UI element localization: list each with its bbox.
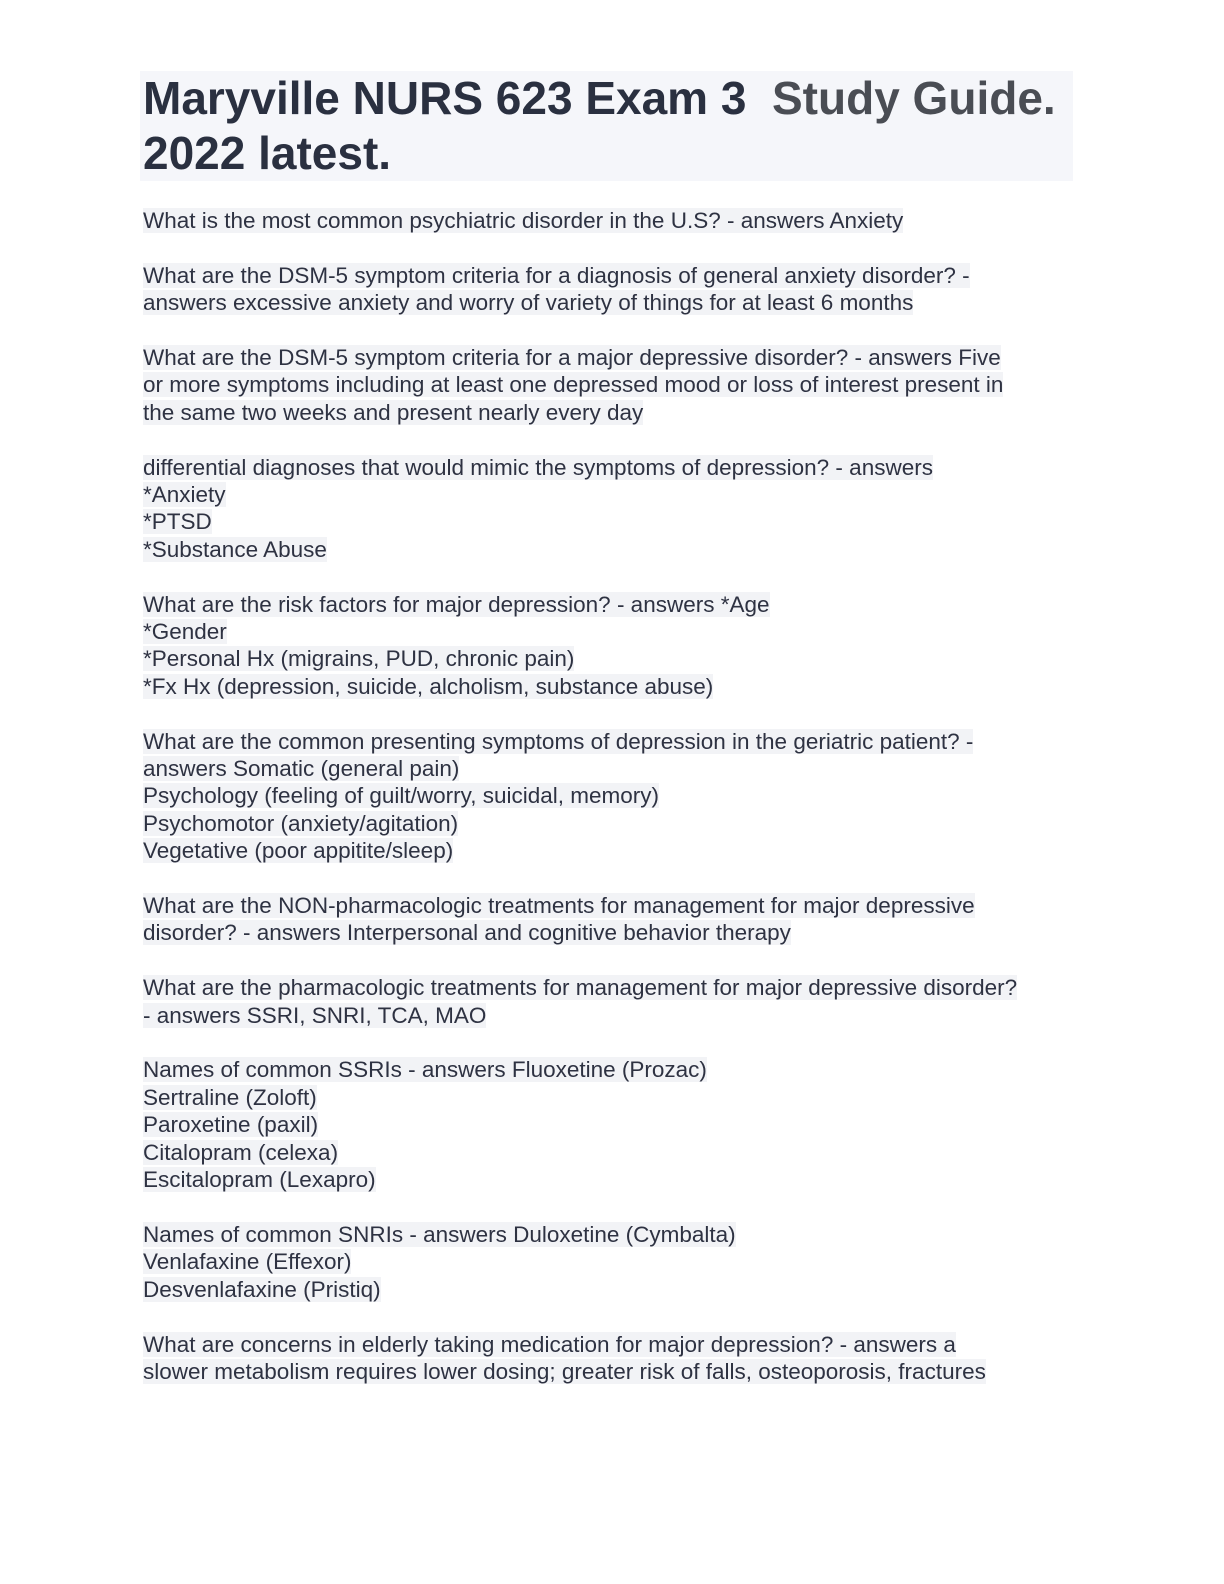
title-main: Maryville NURS 623 Exam 3 [143, 72, 747, 124]
qa-line: What are concerns in elderly taking medication for major depression? - answers a [143, 1331, 956, 1357]
qa-line: Vegetative (poor appitite/sleep) [143, 838, 454, 864]
qa-line: What are the DSM-5 symptom criteria for a major depressive disorder? - answers Five [143, 345, 1001, 370]
qa-line: *Gender [143, 619, 227, 645]
qa-line: differential diagnoses that would mimic the symptoms of depression? - answers [143, 454, 933, 480]
qa-entry [143, 207, 1073, 234]
document-title [140, 71, 1073, 181]
qa-line: Desvenlafaxine (Pristiq) [143, 1276, 381, 1302]
qa-line: or more symptoms including at least one depressed mood or loss of interest present in [143, 372, 1004, 398]
qa-line: *Fx Hx (depression, suicide, alcholism, substance abuse) [143, 673, 714, 699]
qa-entry [143, 454, 1073, 564]
qa-entry [143, 344, 1073, 426]
qa-line: What is the most common psychiatric disorder in the U.S? - answers Anxiety [143, 208, 904, 233]
qa-entry [143, 728, 1073, 865]
qa-line: Citalopram (celexa) [143, 1139, 339, 1165]
qa-line: *Substance Abuse [143, 536, 327, 562]
qa-entry [143, 591, 1073, 701]
qa-line: What are the NON-pharmacologic treatments for management for major depressive [143, 893, 975, 919]
qa-entry [143, 1331, 1073, 1386]
qa-line: - answers SSRI, SNRI, TCA, MAO [143, 1002, 487, 1028]
qa-line: Psychology (feeling of guilt/worry, suicidal, memory) [143, 783, 660, 809]
qa-line: the same two weeks and present nearly every day [143, 399, 644, 425]
title-subtitle: Study Guide. [772, 72, 1056, 124]
qa-entry [143, 1056, 1073, 1193]
qa-line: answers Somatic (general pain) [143, 756, 460, 782]
qa-line: Psychomotor (anxiety/agitation) [143, 810, 459, 836]
qa-line: What are the pharmacologic treatments for management for major depressive disorder? [143, 975, 1018, 1001]
qa-list [143, 207, 1073, 1413]
qa-line: What are the common presenting symptoms of depression in the geriatric patient? - [143, 728, 974, 754]
qa-line: answers excessive anxiety and worry of variety of things for at least 6 months [143, 290, 914, 316]
qa-entry [143, 974, 1073, 1029]
qa-line: Escitalopram (Lexapro) [143, 1167, 376, 1193]
qa-entry [143, 262, 1073, 317]
qa-line: Names of common SNRIs - answers Duloxetine (Cymbalta) [143, 1221, 736, 1247]
qa-line: Sertraline (Zoloft) [143, 1084, 317, 1110]
qa-line: What are the DSM-5 symptom criteria for a diagnosis of general anxiety disorder? - [143, 262, 970, 288]
qa-line: *PTSD [143, 509, 212, 535]
qa-line: What are the risk factors for major depression? - answers *Age [143, 591, 770, 617]
title-line-2: 2022 latest. [143, 127, 392, 179]
qa-line: disorder? - answers Interpersonal and cognitive behavior therapy [143, 920, 791, 946]
qa-entry [143, 892, 1073, 947]
qa-line: *Anxiety [143, 482, 226, 508]
qa-line: Venlafaxine (Effexor) [143, 1249, 352, 1275]
qa-line: Names of common SSRIs - answers Fluoxetine (Prozac) [143, 1057, 707, 1083]
qa-entry [143, 1221, 1073, 1303]
qa-line: Paroxetine (paxil) [143, 1112, 319, 1138]
qa-line: *Personal Hx (migrains, PUD, chronic pain) [143, 646, 575, 672]
qa-line: slower metabolism requires lower dosing; greater risk of falls, osteoporosis, fractures [143, 1358, 986, 1384]
title-line-1 [143, 71, 1070, 126]
